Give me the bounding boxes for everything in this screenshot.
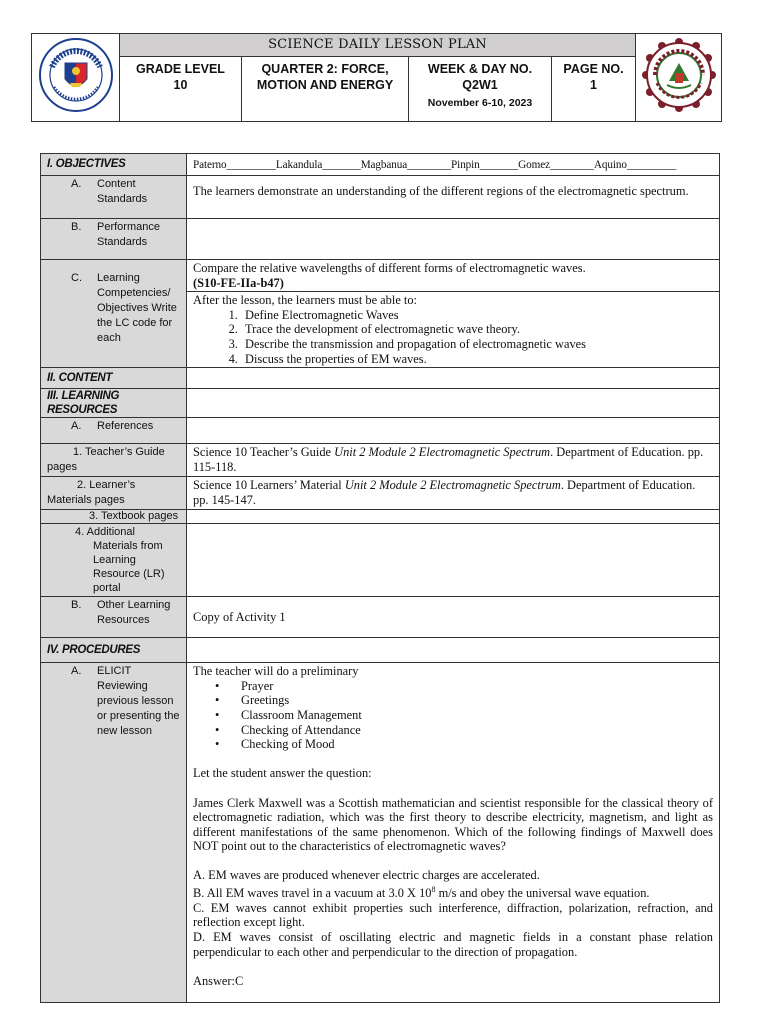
document-title: SCIENCE DAILY LESSON PLAN <box>120 34 636 57</box>
teachers-guide-title: Science 10 Teacher’s Guide <box>193 445 335 460</box>
list-item: • Greetings <box>241 693 713 708</box>
learners-materials-pages: . Department of Education. pp. 145-147. <box>193 478 696 507</box>
other-resources-label-cell <box>41 597 187 638</box>
lesson-plan-table <box>40 153 720 1003</box>
competencies-row <box>41 260 720 292</box>
textbook-value <box>187 510 720 524</box>
deped-seal-icon <box>38 37 114 113</box>
content-value <box>187 368 720 389</box>
choice-b-text: B. All EM waves travel in a vacuum at 3.0 X 10 <box>193 886 432 901</box>
header-table <box>31 33 722 122</box>
teachers-guide-pages: . Department of Education. pp. 115-118. <box>193 445 704 474</box>
sections-line: Paterno_________Lakandula_______Magbanua________Pinpin_______Gomez________Aquino_________ <box>187 154 720 176</box>
week-day-label: WEEK & DAY NO. <box>427 62 533 76</box>
content-standards-letter: A. <box>71 178 82 190</box>
choice-b-exponent: 8 <box>431 885 436 895</box>
week-day-value: Q2W1 <box>462 78 498 92</box>
references-value <box>187 418 720 444</box>
competencies-cell <box>187 260 720 292</box>
list-item: 4. Discuss the properties of EM waves. <box>241 352 713 367</box>
elicit-row <box>41 663 720 1003</box>
choice-a: A. EM waves are produced whenever electric charges are accelerated. <box>193 868 540 883</box>
list-item: 2. Trace the development of electromagnetic wave theory. <box>241 322 713 337</box>
resources-value <box>187 389 720 418</box>
learners-materials-row <box>41 477 720 510</box>
performance-standards-label: Performance Standards <box>97 221 160 248</box>
right-logo-cell <box>636 34 722 122</box>
content-standards-label: Content Standards <box>97 178 148 205</box>
page-no-cell <box>552 57 636 122</box>
learners-materials-module: Unit 2 Module 2 Electromagnetic Spectrum <box>344 478 561 493</box>
procedures-row <box>41 638 720 663</box>
choice-b <box>193 883 713 901</box>
list-item: 3. Describe the transmission and propagation of electromagnetic waves <box>241 337 713 352</box>
additional-materials-label: 4. Additional Materials from Learning Resource (LR) portal <box>41 524 187 597</box>
references-letter: A. <box>71 420 82 433</box>
list-item: • Classroom Management <box>241 708 713 723</box>
quarter-cell <box>242 57 409 122</box>
learners-materials-label: 2. Learner’s Materials pages <box>41 477 187 510</box>
resources-row <box>41 389 720 418</box>
references-label: References <box>97 420 154 433</box>
textbook-row <box>41 510 720 524</box>
objectives-intro: After the lesson, the learners must be able to: <box>193 293 417 308</box>
learners-materials-cell <box>187 477 720 510</box>
performance-standards-letter: B. <box>71 221 82 233</box>
references-label-cell <box>41 418 187 444</box>
elicit-letter: A. <box>71 665 82 678</box>
school-seal-icon <box>641 37 717 113</box>
quarter-line1: QUARTER 2: FORCE, <box>261 62 389 76</box>
additional-materials-row <box>41 524 720 597</box>
objectives-list <box>193 308 713 366</box>
other-resources-text: Copy of Activity 1 <box>187 597 720 638</box>
performance-standards-text <box>187 219 720 260</box>
additional-materials-value <box>187 524 720 597</box>
teachers-guide-cell <box>187 444 720 477</box>
learners-materials-title: Science 10 Learners’ Material <box>193 478 345 493</box>
procedures-value <box>187 638 720 663</box>
textbook-label: 3. Textbook pages <box>41 510 187 524</box>
competency-text: Compare the relative wavelengths of different forms of electromagnetic waves. <box>193 261 586 275</box>
left-logo-cell <box>32 34 120 122</box>
grade-level-label: GRADE LEVEL <box>136 62 225 76</box>
elicit-intro: The teacher will do a preliminary <box>193 664 359 679</box>
elicit-question: James Clerk Maxwell was a Scottish mathematician and scientist responsible for the classical theory of electromagnetic radiation, which was the first theory to describe electricity, magnetism, and light as different manifestations of the same phenomenon. Which of the following findings of Maxwell does NOT point out to the characteristics of electromagnetic waves? <box>193 795 713 854</box>
page-no-value: 1 <box>590 78 597 92</box>
list-item: 1. Define Electromagnetic Waves <box>241 308 713 323</box>
list-item: • Checking of Mood <box>241 737 713 752</box>
elicit-label: ELICIT Reviewing previous lesson or presenting the new lesson <box>97 665 180 738</box>
grade-level-value: 10 <box>173 78 188 92</box>
references-row <box>41 418 720 444</box>
objectives-list-cell <box>187 292 720 368</box>
teachers-guide-module: Unit 2 Module 2 Electromagnetic Spectrum <box>334 445 551 460</box>
choice-d: D. EM waves consist of oscillating electric and magnetic fields in a constant phase relation perpendicular to each other and perpendicular to the direction of propagation. <box>193 929 713 959</box>
teachers-guide-label: 1. Teacher’s Guide pages <box>41 444 187 477</box>
content-heading: II. CONTENT <box>41 368 187 389</box>
teachers-guide-row <box>41 444 720 477</box>
objectives-row <box>41 154 720 176</box>
procedures-heading: IV. PROCEDURES <box>41 638 187 663</box>
other-resources-row <box>41 597 720 638</box>
content-row <box>41 368 720 389</box>
grade-level-cell <box>120 57 242 122</box>
resources-heading: III. LEARNING RESOURCES <box>41 389 187 418</box>
elicit-label-cell <box>41 663 187 1003</box>
competency-code: (S10-FE-IIa-b47) <box>193 275 284 290</box>
content-standards-label-cell <box>41 176 187 219</box>
competencies-label: Learning Competencies/ Objectives Write the LC code for each <box>97 272 177 344</box>
elicit-content-cell <box>187 663 720 1003</box>
elicit-instruction: Let the student answer the question: <box>193 766 372 781</box>
performance-standards-row <box>41 219 720 260</box>
objectives-heading: I. OBJECTIVES <box>41 154 187 176</box>
list-item: • Prayer <box>241 679 713 694</box>
week-dates: November 6-10, 2023 <box>427 97 533 109</box>
quarter-line2: MOTION AND ENERGY <box>256 78 394 92</box>
week-day-cell <box>409 57 552 122</box>
other-resources-letter: B. <box>71 599 82 612</box>
choice-b-rest: m/s and obey the universal wave equation. <box>435 886 650 901</box>
choice-c: C. EM waves cannot exhibit properties such interference, diffraction, polarization, refraction, and reflection except light. <box>193 900 713 930</box>
content-standards-text: The learners demonstrate an understanding of the different regions of the electromagnetic spectrum. <box>187 176 720 219</box>
performance-standards-label-cell <box>41 219 187 260</box>
list-item: • Checking of Attendance <box>241 723 713 738</box>
content-standards-row <box>41 176 720 219</box>
preliminary-list <box>193 679 713 752</box>
answer-text: Answer:C <box>193 973 244 988</box>
competencies-letter: C. <box>71 272 82 284</box>
page-no-label: PAGE NO. <box>563 62 624 76</box>
competencies-label-cell <box>41 260 187 368</box>
other-resources-label: Other Learning Resources <box>97 599 171 627</box>
